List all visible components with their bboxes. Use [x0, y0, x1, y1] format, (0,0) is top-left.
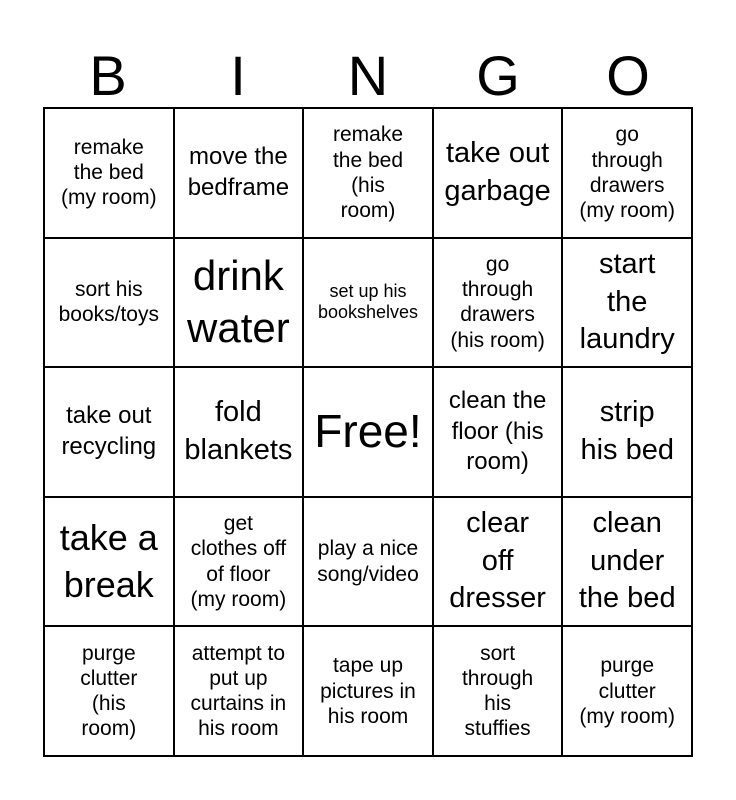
header-letter-o: O: [606, 44, 650, 107]
bingo-cell[interactable]: take out recycling: [45, 368, 175, 498]
bingo-cell[interactable]: start the laundry: [563, 239, 693, 369]
bingo-header: [43, 44, 693, 108]
bingo-cell[interactable]: sort his books/toys: [45, 239, 175, 369]
bingo-cell[interactable]: set up his bookshelves: [304, 239, 434, 369]
bingo-cell[interactable]: purge clutter (his room): [45, 627, 175, 757]
bingo-cell[interactable]: remake the bed (his room): [304, 109, 434, 239]
header-letter-i: I: [230, 44, 246, 107]
header-letter-g: G: [476, 44, 520, 107]
bingo-cell[interactable]: clean under the bed: [563, 498, 693, 628]
bingo-cell[interactable]: take out garbage: [434, 109, 564, 239]
bingo-cell[interactable]: play a nice song/video: [304, 498, 434, 628]
bingo-cell[interactable]: sort through his stuffies: [434, 627, 564, 757]
bingo-cell[interactable]: drink water: [175, 239, 305, 369]
bingo-cell[interactable]: purge clutter (my room): [563, 627, 693, 757]
bingo-cell[interactable]: clear off dresser: [434, 498, 564, 628]
bingo-cell[interactable]: get clothes off of floor (my room): [175, 498, 305, 628]
header-letter-b: B: [89, 44, 127, 107]
bingo-cell[interactable]: tape up pictures in his room: [304, 627, 434, 757]
bingo-cell[interactable]: strip his bed: [563, 368, 693, 498]
bingo-cell[interactable]: remake the bed (my room): [45, 109, 175, 239]
bingo-cell[interactable]: fold blankets: [175, 368, 305, 498]
bingo-cell[interactable]: move the bedframe: [175, 109, 305, 239]
bingo-board: [43, 107, 693, 757]
bingo-cell[interactable]: clean the floor (his room): [434, 368, 564, 498]
header-letter-n: N: [347, 44, 389, 107]
free-space-cell[interactable]: Free!: [304, 368, 434, 498]
bingo-cell[interactable]: attempt to put up curtains in his room: [175, 627, 305, 757]
bingo-cell[interactable]: take a break: [45, 498, 175, 628]
bingo-cell[interactable]: go through drawers (his room): [434, 239, 564, 369]
bingo-cell[interactable]: go through drawers (my room): [563, 109, 693, 239]
